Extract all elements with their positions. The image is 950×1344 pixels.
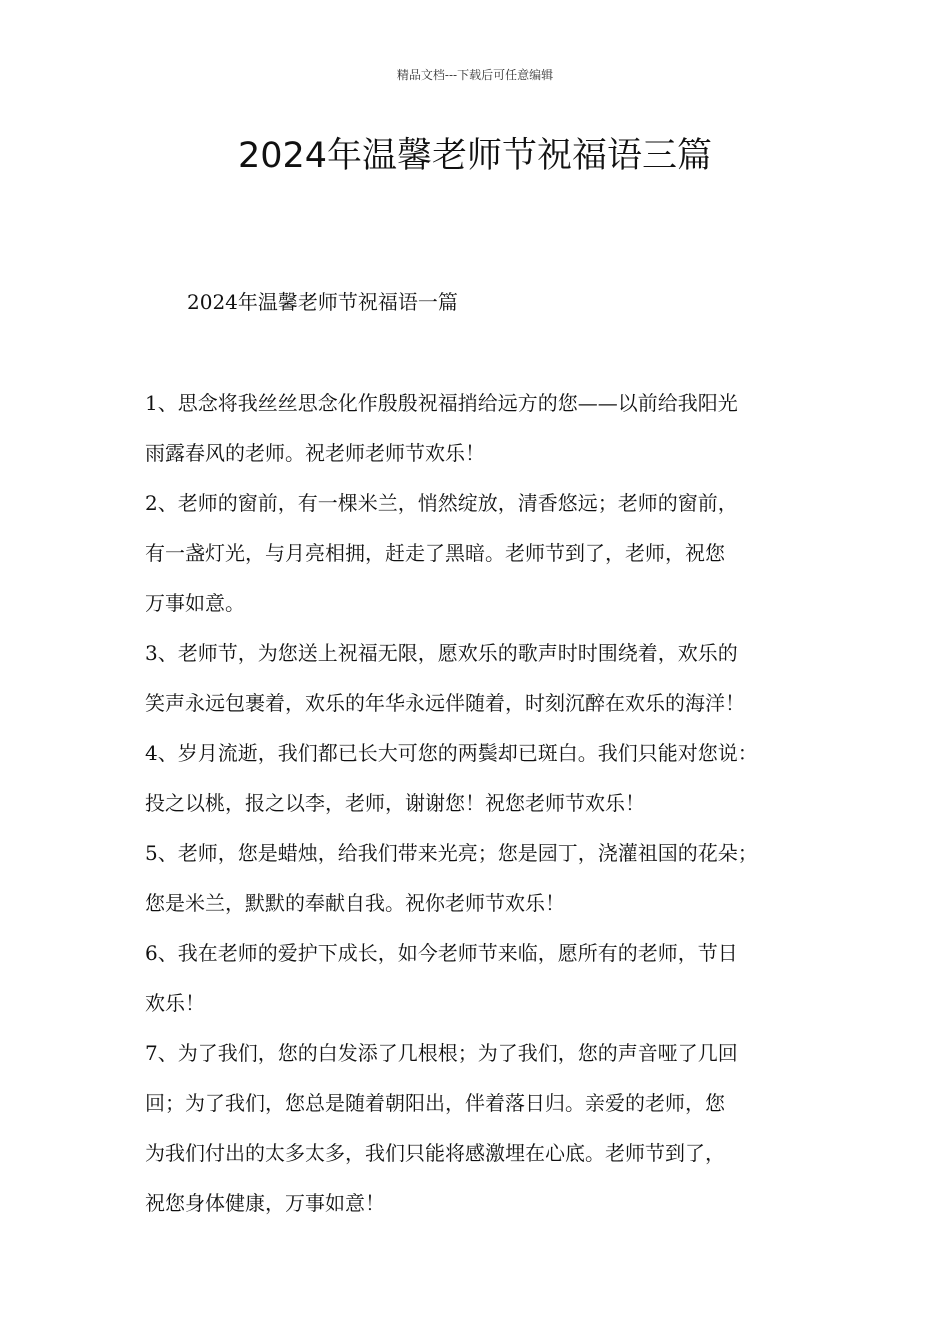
text-line: 欢乐！ <box>145 991 205 1015</box>
text-line: 有一盏灯光，与月亮相拥，赶走了黑暗。老师节到了，老师，祝您 <box>145 541 725 565</box>
text-line: 4、岁月流逝，我们都已长大可您的两鬓却已斑白。我们只能对您说： <box>145 741 758 765</box>
text-line: 回；为了我们，您总是随着朝阳出，伴着落日归。亲爱的老师，您 <box>145 1091 725 1115</box>
text-line: 笑声永远包裹着，欢乐的年华永远伴随着，时刻沉醉在欢乐的海洋！ <box>145 691 745 715</box>
text-line: 雨露春风的老师。祝老师老师节欢乐！ <box>145 441 485 465</box>
body-text <box>145 378 835 1228</box>
text-line: 祝您身体健康，万事如意！ <box>145 1191 385 1215</box>
text-line: 万事如意。 <box>145 591 245 615</box>
header-note: 精品文档---下载后可任意编辑 <box>396 68 554 82</box>
text-line: 3、老师节，为您送上祝福无限，愿欢乐的歌声时时围绕着，欢乐的 <box>145 641 738 665</box>
text-line: 1、思念将我丝丝思念化作殷殷祝福捎给远方的您——以前给我阳光 <box>145 391 738 415</box>
text-line: 投之以桃，报之以李，老师，谢谢您！祝您老师节欢乐！ <box>145 791 645 815</box>
text-line: 5、老师，您是蜡烛，给我们带来光亮；您是园丁，浇灌祖国的花朵； <box>145 841 758 865</box>
text-line: 您是米兰，默默的奉献自我。祝你老师节欢乐！ <box>145 891 565 915</box>
text-line: 为我们付出的太多太多，我们只能将感激埋在心底。老师节到了， <box>145 1141 725 1165</box>
section-heading: 2024年温馨老师节祝福语一篇 <box>187 290 458 314</box>
text-line: 2、老师的窗前，有一棵米兰，悄然绽放，清香悠远；老师的窗前， <box>145 491 738 515</box>
text-line: 6、我在老师的爱护下成长，如今老师节来临，愿所有的老师，节日 <box>145 941 738 965</box>
text-line: 7、为了我们，您的白发添了几根根；为了我们，您的声音哑了几回 <box>145 1041 738 1065</box>
document-title: 2024年温馨老师节祝福语三篇 <box>237 136 713 176</box>
